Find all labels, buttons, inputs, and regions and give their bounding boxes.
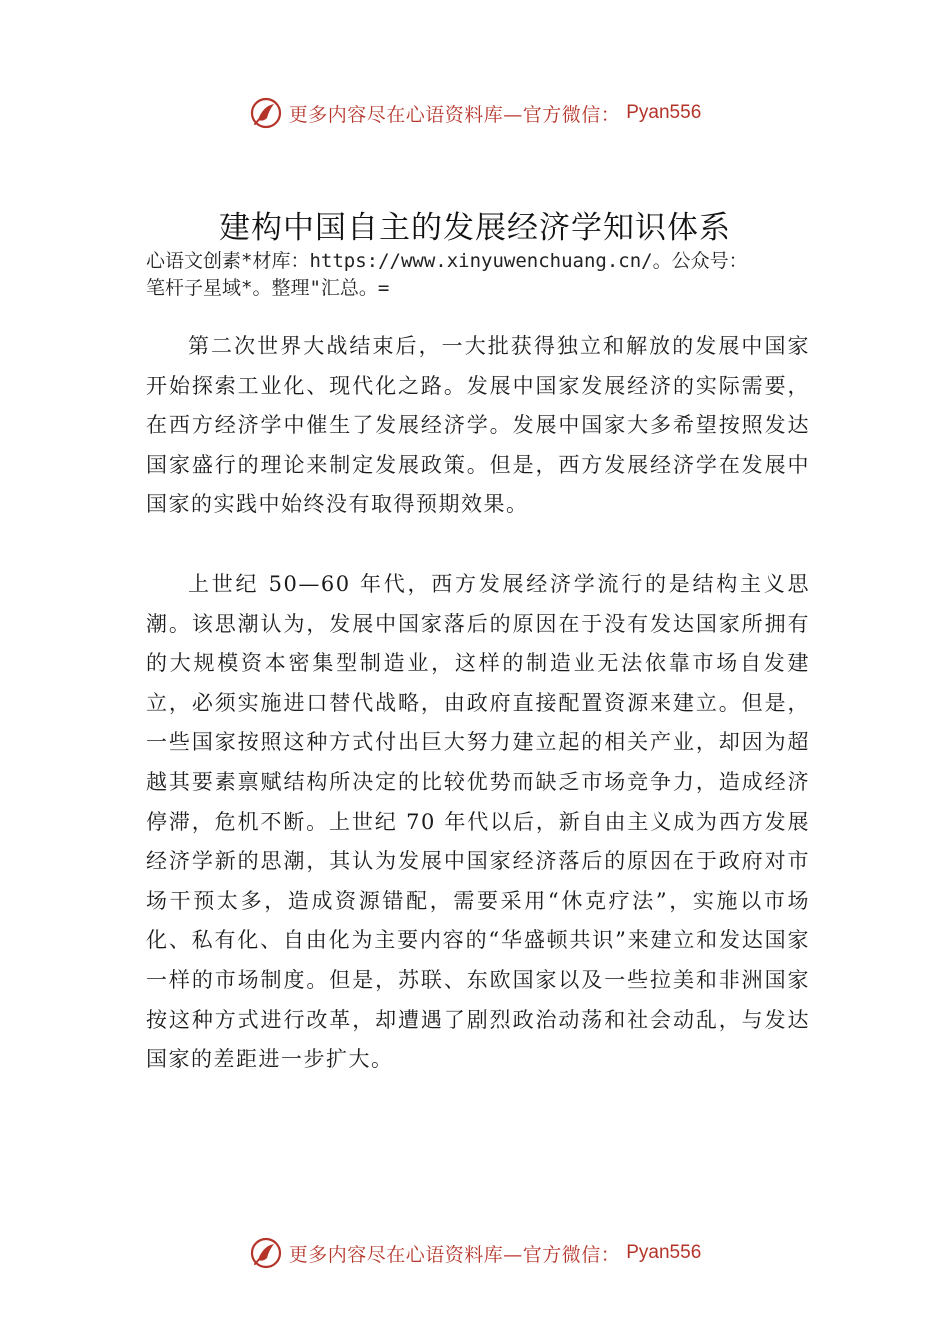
header-banner — [0, 96, 950, 130]
source-line-2: 笔杆子星域*。整理"汇总。= — [146, 277, 390, 299]
footer-banner — [0, 1236, 950, 1270]
document-title: 建构中国自主的发展经济学知识体系 — [219, 210, 731, 246]
paragraph-2: 上世纪 50—60 年代，西方发展经济学流行的是结构主义思潮。该思潮认为，发展中国家落后的原因在于没有发达国家所拥有的大规模资本密集型制造业，这样的制造业无法依靠市场自发建立，必须实施进口替代战略，由政府直接配置资源来建立。但是，一些国家按照这种方式付出巨大努力建立起的相关产业，却因为超越其要素禀赋结构所决定的比较优势而缺乏市场竞争力，造成经济停滞，危机不断。上世纪 70 年代以后，新自由主义成为西方发展经济学新的思潮，其认为发展中国家经济落后的原因在于政府对市场干预太多，造成资源错配，需要采用“休克疗法”，实施以市场化、私有化、自由化为主要内容的“华盛顿共识”来建立和发达国家一样的市场制度。但是，苏联、东欧国家以及一些拉美和非洲国家按这种方式进行改革，却遭遇了剧烈政治动荡和社会动乱，与发达国家的差距进一步扩大。 — [146, 572, 810, 1072]
header-banner-text: 更多内容尽在心语资料库—官方微信： — [288, 103, 621, 126]
paragraph-1: 第二次世界大战结束后，一大批获得独立和解放的发展中国家开始探索工业化、现代化之路。发展中国家发展经济的实际需要，在西方经济学中催生了发展经济学。发展中国家大多希望按照发达国家盛行的理论来制定发展政策。但是，西方发展经济学在发展中国家的实践中始终没有取得预期效果。 — [146, 334, 810, 517]
header-banner-wechat-id: Pyan556 — [626, 102, 702, 123]
source-line-1: 心语文创素*材库：https://www.xinyuwenchuang.cn/。公众号： — [146, 250, 748, 272]
footer-banner-wechat-id: Pyan556 — [626, 1242, 702, 1263]
brush-logo-icon — [249, 1236, 283, 1270]
footer-banner-text: 更多内容尽在心语资料库—官方微信： — [288, 1243, 621, 1266]
brush-logo-icon — [249, 96, 283, 130]
